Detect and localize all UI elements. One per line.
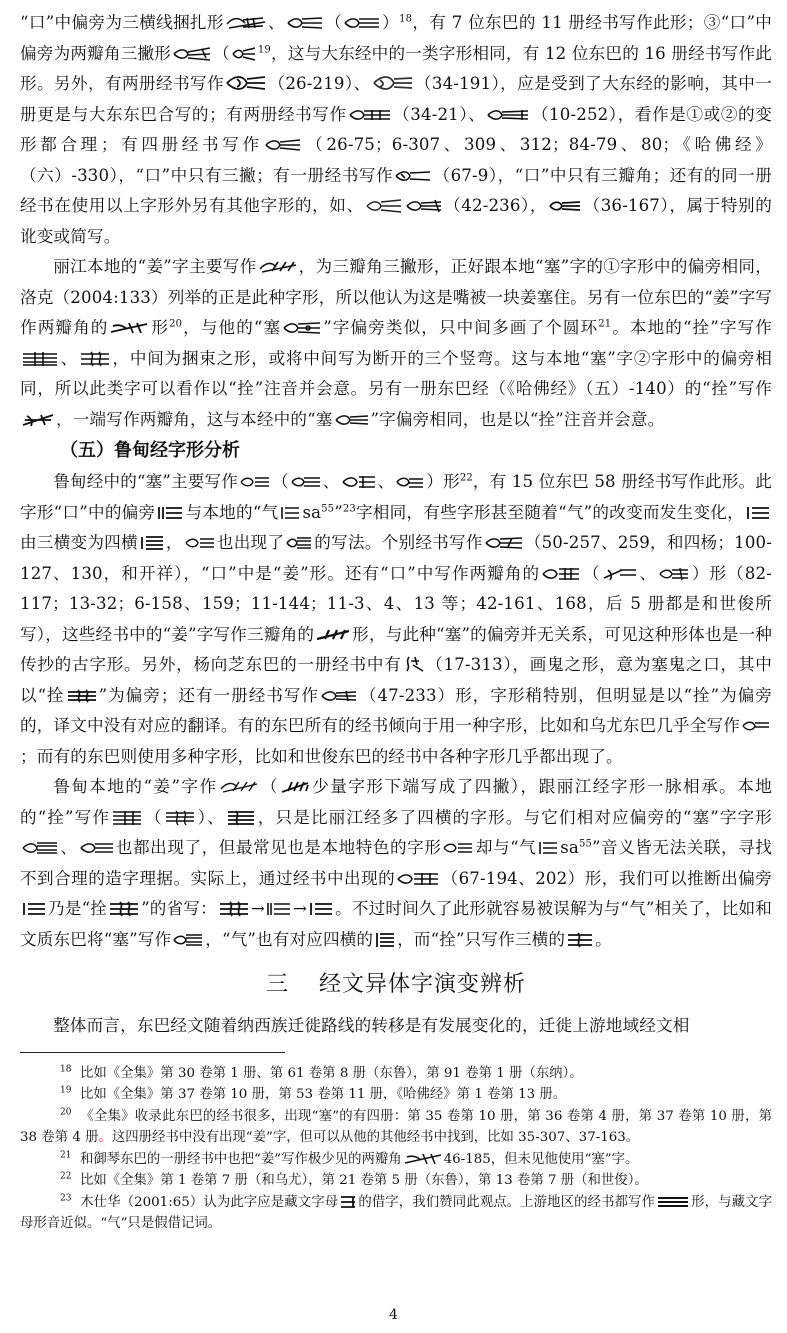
dongba-glyph-icon [656, 1195, 690, 1209]
dongba-glyph-icon [334, 412, 370, 428]
dongba-glyph-icon [372, 74, 414, 92]
footnote-divider [20, 1052, 285, 1053]
footnote-ref: 21 [598, 318, 612, 330]
dongba-glyph-icon [341, 474, 377, 490]
footnote-20: $^{20}$ 《全集》收录此东巴的经书很多，出现“塞”的有四册：第 35 卷第 10 册，第 36 卷第 4 册，第 37 卷第 10 册，第 38 卷第 4 册。这四册经书中没有出现“姜”字，但可以从他的其他经书中找到，比如 35-307、37-163。 [20, 1107, 772, 1145]
dongba-glyph-icon [315, 627, 351, 643]
dongba-glyph-icon [290, 474, 322, 490]
footnote-ref: 23 [342, 502, 356, 514]
dongba-glyph-icon [602, 566, 638, 582]
dongba-glyph-icon [280, 779, 310, 795]
dongba-glyph-icon [21, 840, 59, 856]
dongba-glyph-icon [218, 901, 250, 917]
dongba-glyph-icon [79, 840, 115, 856]
dongba-glyph-icon [172, 46, 212, 62]
dongba-glyph-icon [258, 259, 298, 275]
dongba-glyph-icon [658, 566, 690, 582]
footnote-ref: 22 [459, 472, 473, 484]
dongba-glyph-icon [365, 198, 403, 214]
dongba-glyph-icon [239, 474, 271, 490]
dongba-glyph-icon [403, 655, 425, 673]
dongba-glyph-icon [219, 779, 259, 795]
chapter-number: 三 [265, 972, 289, 997]
dongba-glyph-icon [266, 901, 292, 917]
dongba-glyph-icon [403, 1152, 443, 1166]
footnote-19: $^{19}$ 比如《全集》第 37 卷第 10 册，第 53 卷第 11 册，《哈佛经》第 1 卷第 13 册。 [60, 1085, 567, 1102]
dongba-glyph-icon [548, 198, 582, 214]
dongba-glyph-icon [745, 505, 771, 521]
page-number: 4 [389, 1307, 398, 1323]
dongba-glyph-icon [21, 351, 59, 367]
footnote-18: $^{18}$ 比如《全集》第 30 卷第 1 册、第 61 卷第 8 册（东鲁），第 91 卷第 1 册（东纳）。 [60, 1064, 583, 1081]
footnote-22: $^{22}$ 比如《全集》第 1 卷第 7 册（和乌尤），第 21 卷第 5 册（东鲁），第 13 卷第 7 册（和世俊）。 [60, 1171, 648, 1188]
dongba-glyph-icon [486, 107, 530, 123]
text-run: “口”中偏旁为三横线捆扎形 [20, 13, 224, 32]
dongba-glyph-icon [541, 566, 581, 582]
dongba-glyph-icon [348, 107, 392, 123]
footnotes [20, 1063, 772, 1235]
dongba-glyph-icon [394, 168, 432, 184]
dongba-glyph-icon [139, 535, 165, 551]
footnote-23: $^{23}$ 木仕华（2001:65）认为此字应是藏文字母 的借字，我们赞同此观点。上游地区的经书都写作 形，与藏文字母形音近似。“气”只是假借记词。 [20, 1193, 773, 1231]
dongba-glyph-icon [79, 351, 111, 367]
dongba-glyph-icon [231, 46, 257, 62]
section-heading: （五）鲁甸经字形分析 [60, 440, 240, 461]
page-content [20, 8, 772, 1235]
dongba-glyph-icon [264, 137, 302, 153]
dongba-glyph-icon [111, 810, 143, 826]
paragraph-3: 鲁甸经中的“塞”主要写作 （ 、 、 ）形$^{22}$，有 15 位东巴 58 册经书写作此形。此字形“口”中的偏旁 与本地的“气 $sa^{55}”^{23}$字相同，有些字形甚至随着“气”的改变而发生变化， 由三横变为四横 ， 也出现了 的写法。个别经书写作 （50-257、259，和四杨；100-127、130，和开祥），“口”中是“姜”形。还有“口”中写作两瓣角的 （ 、 ）形（82-117；13-32；6-158、159；11-144；11-3、4、13 等；42-161、168，后 5 册都是和世俊所写），这些经书中的“姜”字写作三瓣角的 形，与此种“塞”的偏旁并无关系，可见这种形体也是一种传抄的古字形。另外，杨向芝东巴的一册经书中有 （17-313），画鬼之形，意为塞鬼之口，其中以“拴 ”为偏旁；还有一册经书写作 （47-233）形，字形稍特别，但明显是以“拴”为偏旁的，译文中没有对应的翻译。有的东巴所有的经书倾向于用一种字形，比如和乌尤东巴几乎全写作 ；而有的东巴则使用多种字形，比如和世俊东巴的经书中各种字形几乎都出现了。 [20, 472, 773, 766]
dongba-glyph-icon [156, 505, 184, 521]
dongba-glyph-icon [286, 15, 324, 31]
dongba-glyph-icon [285, 535, 313, 551]
dongba-glyph-icon [374, 932, 396, 948]
dongba-glyph-icon [308, 901, 334, 917]
paragraph-5: 整体而言，东巴经文随着纳西族迁徙路线的转移是有发展变化的，迁徙上游地域经文相 [53, 1016, 690, 1035]
chapter-title: 经文异体字演变辨析 [319, 972, 527, 997]
dongba-glyph-icon [537, 840, 559, 856]
paragraph-1: “口”中偏旁为三横线捆扎形 、 （ ）$^{18}$，有 7 位东巴的 11 册经书写作此形；③“口”中偏旁为两瓣角三撇形 （ $^{19}$，这与大东经中的一类字形相同，有 12 位东巴的 16 册经书写作此形。另外，有两册经书写作 （26-219）、 （34-191），应是受到了大东经的影响，其中一册更是与大东东巴合写的；有两册经书写作 （34-21）、 （10-252），看作是①或②的变形都合理；有四册经书写作 （26-75；6-307、309、312；84-79、80；《哈佛经》（六）-330），“口”中只有三撇；有一册经书写作 （67-9），“口”中只有三瓣角；还有的同一册经书在使用以上字形外另有其他字形的，如、 （42-236）， （36-167），属于特别的讹变或简写。 [20, 13, 772, 246]
dongba-glyph-icon [566, 932, 594, 948]
paragraph-2: 丽江本地的“姜”字主要写作 ，为三瓣角三撇形，正好跟本地“塞”字的①字形中的偏旁相同，洛克（2004:133）列举的正是此种字形，所以他认为这是嘴被一块姜塞住。另有一位东巴的“姜”字写作两瓣角的 形$^{20}$，与他的“塞 ”字偏旁类似，只中间多画了个圆环$^{21}$。本地的“拴”字写作 、 ，中间为捆束之形，或将中间写为断开的三个竖弯。这与本地“塞”字②字形中的偏旁相同，所以此类字可以看作以“拴”注音并会意。另有一册东巴经（《哈佛经》（五）-140）的“拴”写作 ，一端写作两瓣角，这与本经中的“塞 ”字偏旁相同，也是以“拴”注音并会意。 [20, 257, 773, 429]
dongba-glyph-icon [109, 320, 149, 336]
dongba-glyph-icon [225, 74, 267, 92]
tibetan-letter-icon [339, 1195, 357, 1209]
dongba-glyph-icon [484, 535, 524, 551]
dongba-glyph-icon [21, 412, 55, 428]
chapter-heading [20, 967, 772, 1003]
dongba-glyph-icon [172, 932, 204, 948]
dongba-glyph-icon [741, 718, 771, 734]
dongba-glyph-icon [343, 15, 381, 31]
dongba-glyph-icon [396, 871, 440, 887]
footnote-21: $^{21}$ 和御琴东巴的一册经书中也把“姜”写作极少见的两瓣角 46-185，但未见他使用“塞”字。 [60, 1150, 639, 1167]
dongba-glyph-icon [21, 901, 47, 917]
dongba-glyph-icon [226, 810, 256, 826]
footnote-ref: 18 [399, 13, 413, 25]
dongba-glyph-icon [184, 535, 216, 551]
dongba-glyph-icon [282, 320, 322, 336]
dongba-glyph-icon [66, 688, 98, 704]
dongba-glyph-icon [108, 901, 140, 917]
dongba-glyph-icon [225, 15, 267, 31]
footnote-ref: 20 [169, 318, 183, 330]
paragraph-4: 鲁甸本地的“姜”字作 （ 少量字形下端写成了四撇），跟丽江经字形一脉相承。本地的“拴”写作 （ ）、 ，只是比丽江经多了四横的字形。与它们相对应偏旁的“塞”字字形 、 也都出现了，但最常见也是本地特色的字形 却与“气 $sa^{55}$”音义皆无法关联，寻找不到合理的造字理据。实际上，通过经书中出现的 （67-194、202）形，我们可以推断出偏旁 乃是“拴 ”的省写： → → 。不过时间久了此形就容易被误解为与“气”相关了，比如和文质东巴将“塞”写作 ，“气”也有对应四横的 ，而“拴”只写作三横的 。 [20, 777, 773, 949]
dongba-glyph-icon [164, 810, 196, 826]
footnote-ref: 19 [257, 43, 271, 55]
dongba-glyph-icon [320, 688, 358, 704]
dongba-glyph-icon [405, 198, 443, 214]
dongba-glyph-icon [442, 840, 474, 856]
dongba-glyph-icon [279, 505, 301, 521]
dongba-glyph-icon [395, 474, 425, 490]
